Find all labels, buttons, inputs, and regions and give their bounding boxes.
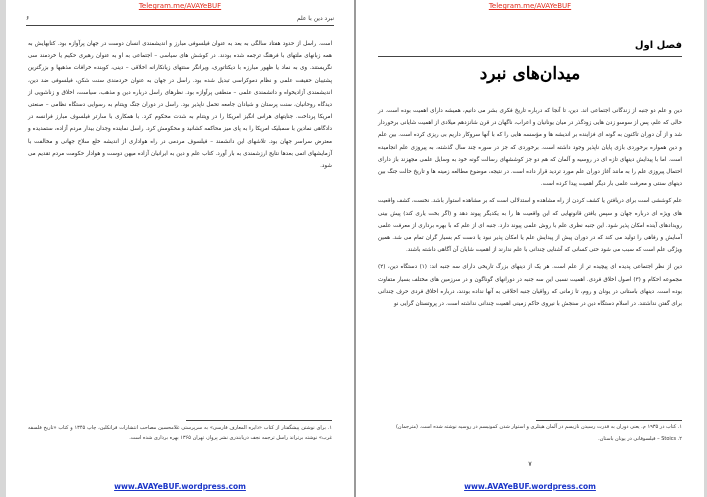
page-number: ۷ [528,460,532,468]
chapter-number: فصل اول [634,40,682,51]
header-rule [26,25,334,26]
left-page [6,0,354,497]
telegram-link[interactable]: Telegram.me/AVAYeBUF [488,2,572,10]
wordpress-link[interactable]: www.AVAYeBUF.wordpress.com [114,482,246,491]
paragraph: دین و علم دو جنبه از زندگانی اجتماعی اند. دین، تا آنجا که درباره تاریخ فکری بشر می دانیم، همیشه دارای اهمیت بوده است. در حالی که علم، پس از سوسو زدن هایی زودگذر در میان یونانیان و اعراب، ناگهان در قرن شانزدهم میلادی از اهمیت شایانی برخوردار شد و از آن دوران تاکنون به گونه ای فزاینده بر اندیشه ها و مؤسسه هایی را که با آنها سروکار داریم بی ریزی کرده است. بین علم و دین همواره برخوردی بازی پایان ناپذیر وجود داشته است. برخوردی که جز در سوره چند سال گذشته، به پیروزی علم انجامیده است. اما با پیدایش دینهای تازه ای در روسیه و آلمان که هم دو جز کوششهای رسالت گونه خود به وسایل علمی مجهزند باز دارای احتمال پیروزی علم را به مانند آغاز دوران علم مورد تردید قرار داده است. در نتیجه، موضوع مطالعه زمینه ها و تاریخ حالت جنگ بین دینهای سنتی و معرفت علمی بار دیگر اهمیت پیدا کرده است. [378,108,682,188]
wordpress-link[interactable]: www.AVAYeBUF.wordpress.com [464,482,596,491]
header-book-title: نبرد دین با علم [296,15,334,22]
left-footnotes [28,424,332,445]
running-header [26,15,334,25]
paragraph: است. راسل از حدود هفتاد سالگی به بعد به عنوان فیلسوفی مبارز و اندیشمندی انسان دوست در جهان پرآوازه بود. کتابهایش به همه زبانهای ملتهای با فرهنگ ترجمه شده بودند. در کوشش های سیاسی – اجتماعی به او به عنوان رهبری حکیم یا خردمند سی نگریستند. وی به نماد یا ظهور مبارزه با دیکتاتوری، ویرانگر ستتهای زیانکارانه اخلاقی – دینی، کوبنده خرافات مذهبها و بزرگترین پشتیبان حقیقت علمی و نظام دموکراسی تبدیل شده بود. راسل در جهان به عنوان خردمندی سنت شکن، فیلسوفی ضد دین، اندیشمندی آزادیخواه و دانشمندی علمی – منطقی پرآوازه بود. نظرهای راسل درباره دین و مذهب، سیاست، اخلاق و زناشویی از دیدگاه روحانیان، سنت پرستان و شیادان جامعه تحمل ناپذیر بود. راسل در دوران جنگ ویتنام به رسوایی دستگاه نظامی – صنعتی امریکا پرداخت. جنایتهای هراس انگیز امریکا را در ویتنام به شدت محکوم کرد. با همکاری با سارتر فیلسوف مبارز فرانسه در دادگاهی نمادین با سمبلیک امریکا را به پای میز محاکمه کشانید و محکومش کرد. راسل نماینده وجدان بیدار مردم آزاده، ستمدیده و معترض سراسر جهان بود. تلاشهای این دانشمند – فیلسوف مردمی در راه هواداری از اندیشه خلع سلاح جهانی و مخالفت با آزمایشهای اتمی بعدها نتایج ارزشمندی به بار آورد. کتاب علم و دین به ایرانیان آزاده میهن دوست و هوادار حکومت مردم تقدیم می شود. [28,41,332,170]
footnote: Stoics .۲ – فیلسوفانی در یونان باستان. [598,435,682,442]
left-body-text [28,38,332,368]
right-body-text [378,105,682,415]
footnote: ۱. برای نوشتن پیشگفتار از کتاب «دایره المعارف فارسی» به سرپرستی غلامحسین مصاحب انتشارات فرانکلین، چاپ ۱۳۴۵ و کتاب «تاریخ فلسفه غرب» نوشته برتراند راسل ترجمه نجف دریابندری نشر پرواز، تهران ۱۳۶۵ بهره برداری شده است. [28,425,333,441]
footnote-rule [186,420,332,421]
chapter-rule [378,56,682,57]
footnote-rule [536,420,682,421]
chapter-title: میدان‌های نبرد [479,64,581,84]
header-page-number: ۶ [26,15,30,22]
footnote: ۱. کتاب در ۱۹۳۵ م. یعنی دوران به قدرت رسیدن نازیسم در آلمان هیتلری و استوار شدن کمونیسم در روسیه نوشته شده است. (مترجمان) [395,424,682,430]
paragraph: دین از نظر اجتماعی پدیده ای پیچیده تر از علم است. هر یک از دینهای بزرگ تاریخی دارای سه جنبه اند: (۱) دستگاه دین، (۲) مجموعه احکام و (۳) اصول اخلاق فردی. اهمیت نسبی این سه جنبه در دورانهای گوناگون و در سرزمین های مختلف بسیار متفاوت بوده است. دینهای باستانی در یونان و روم، تا زمانی که رواقیان جنبه اخلاقی به آنها نداده بودند، درباره اخلاق فردی حرف چندانی برای گفتن نداشتند. در اسلام دستگاه دین در سنجش با نیروی حاکم زمینی اهمیت چندانی نداشته است. در پروتستان گرایی نو [378,264,683,308]
paragraph: علم کوششی است برای دریافتن یا کشف کردن از راه مشاهده و استدلالی است که بر مشاهده استوار باشد. نخست، کشف واقعیت های ویژه ای درباره جهان و سپس یافتن قانونهایی که این واقعیت ها را به یکدیگر پیوند دهد و (اگر بخت یاری کند) پیش بینی رویدادهای آینده امکان پذیر شود. این جنبه نظری علم با روش علمی پیوند دارد. جنبه ای از علم که با بهره برداری از معرفت علمی آسایش و رفاهی را تولید می کند که در دوران پیش از پیدایش علم یا امکان پذیر نبود یا دست کم بسیار گران تمام می شد. همین ویژگی علم است که سبب می شود حتی کسانی که آشنایی چندانی با علم ندارند از اهمیت شایان آن آگاهی داشته باشند. [378,198,682,254]
right-page [356,0,704,497]
telegram-link[interactable]: Telegram.me/AVAYeBUF [138,2,222,10]
right-footnotes [378,423,682,446]
